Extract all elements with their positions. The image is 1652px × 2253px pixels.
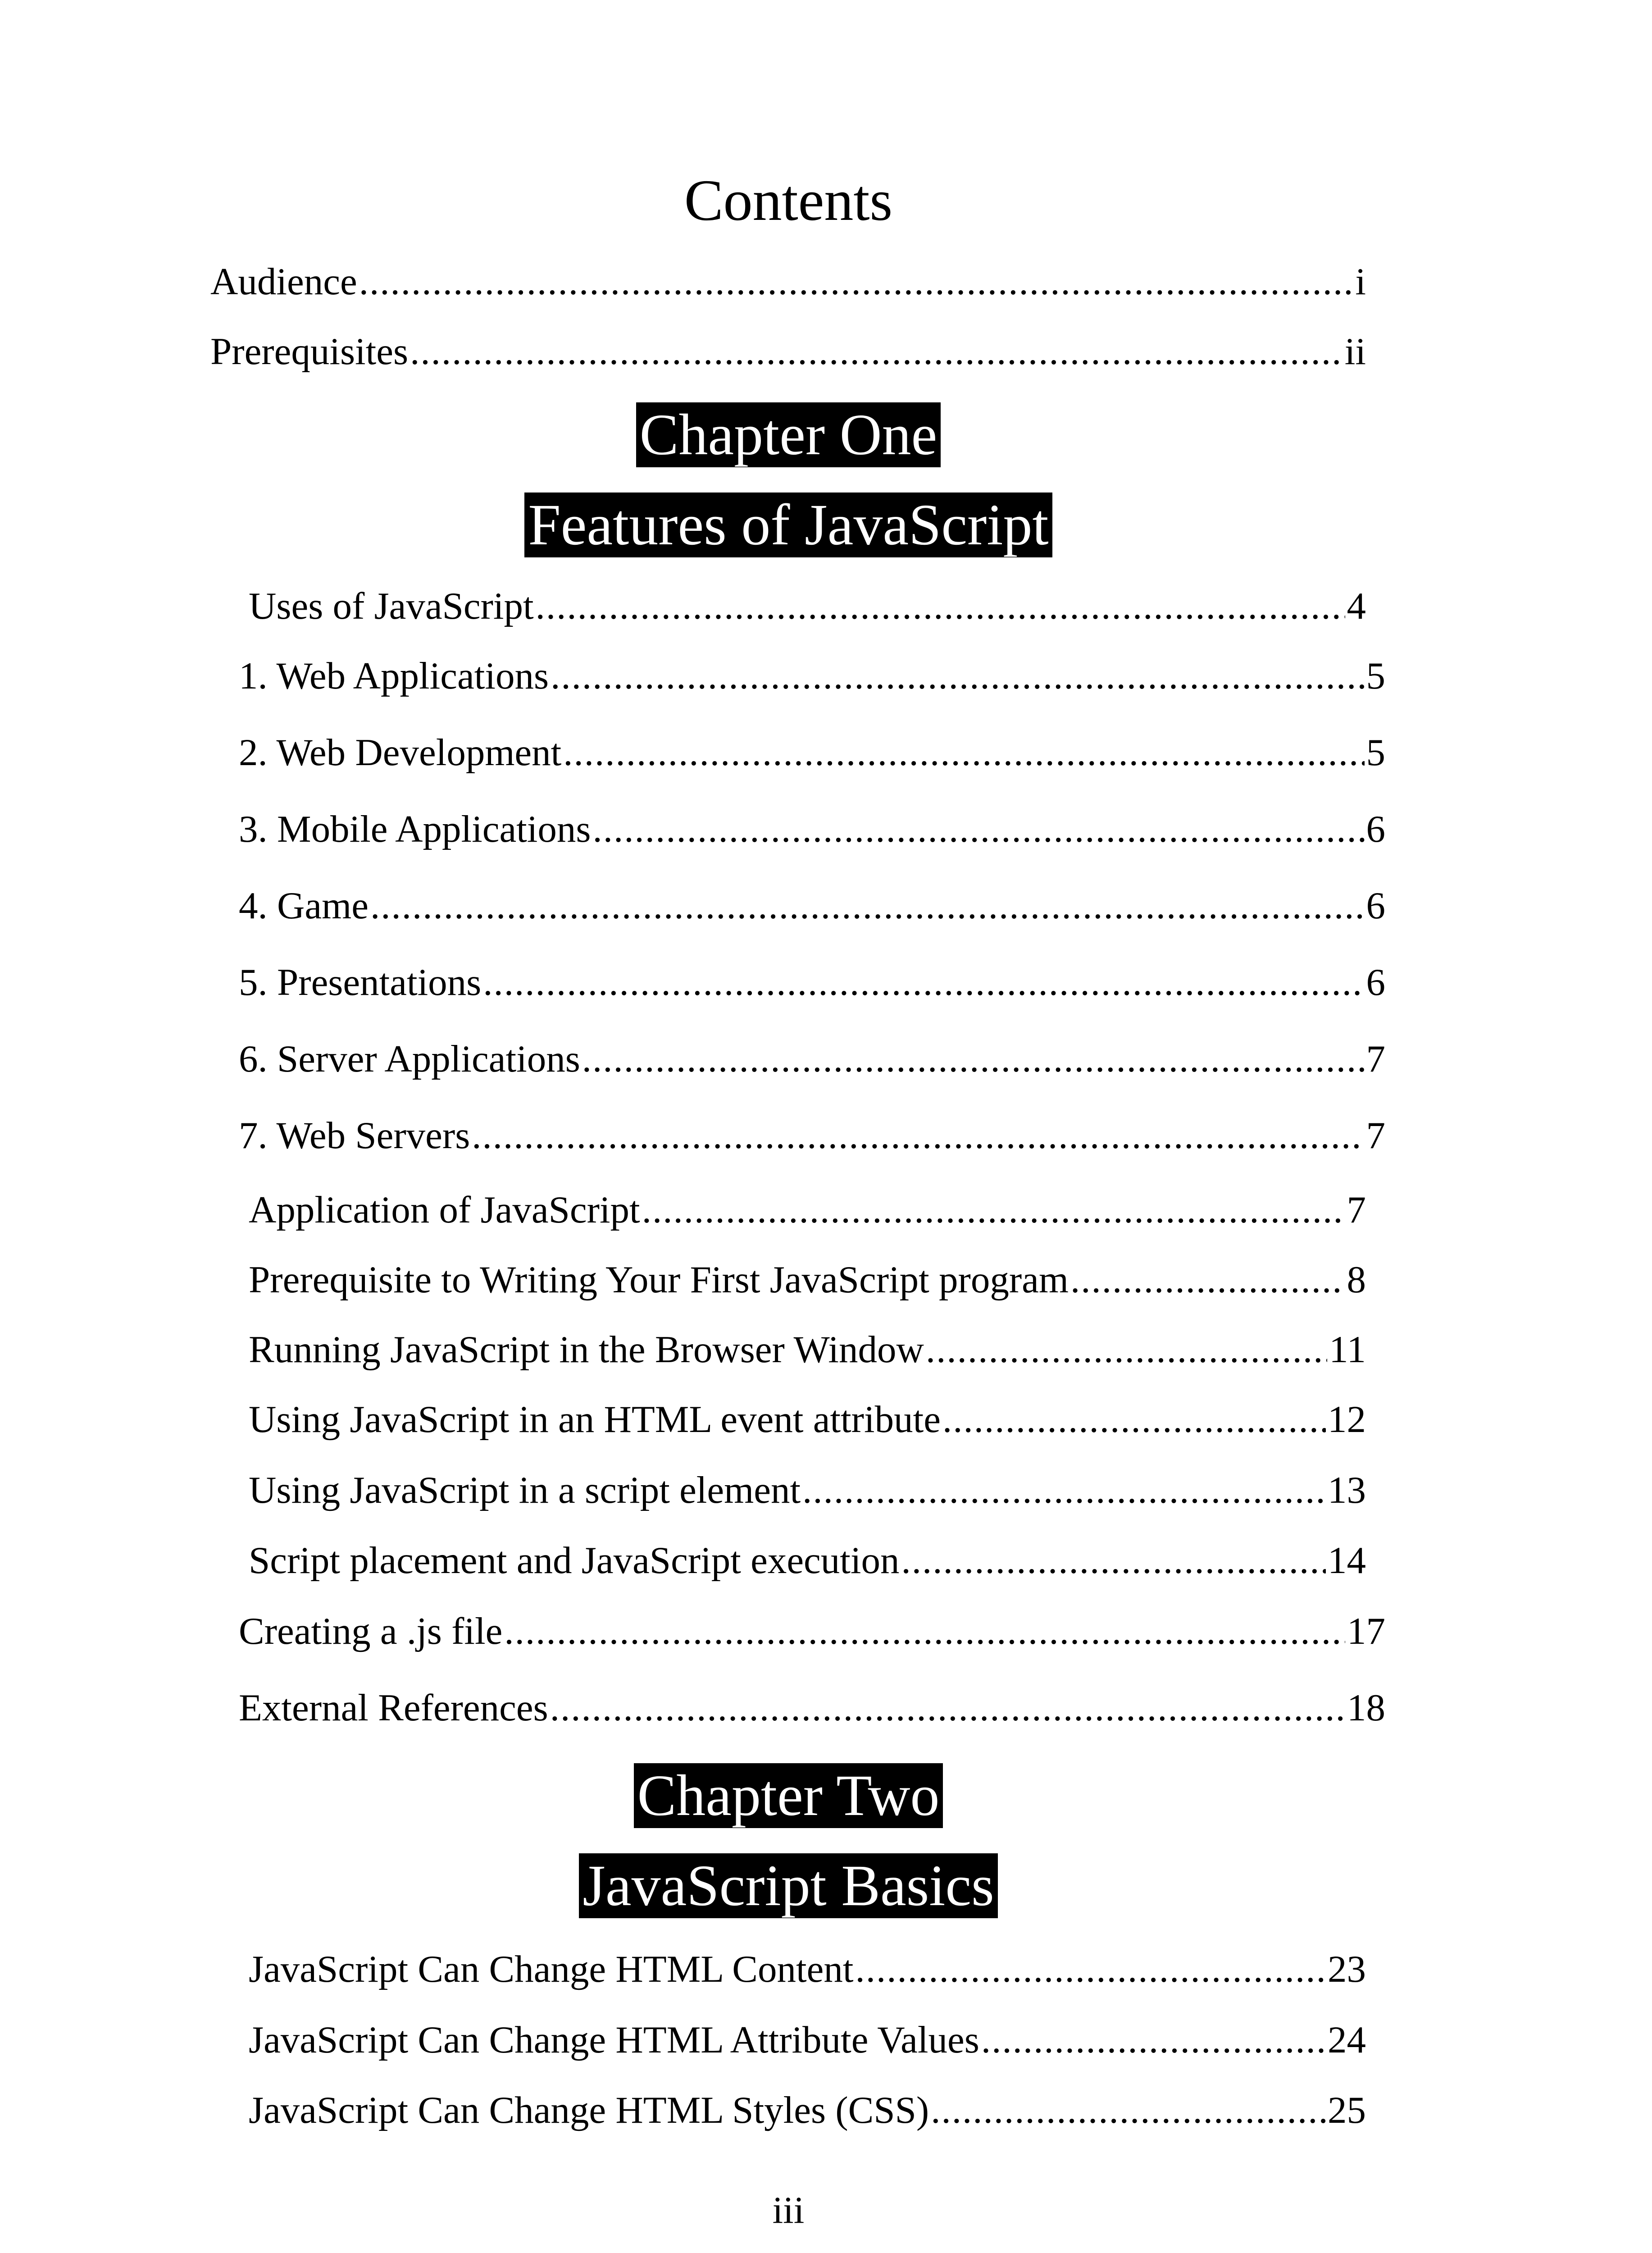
toc-entry-page: ii: [1344, 330, 1366, 373]
chapter-two-number: [0, 1760, 1577, 1832]
toc-entry[interactable]: [249, 2015, 1366, 2065]
toc-entry[interactable]: [249, 2085, 1366, 2135]
toc-entry-page: 7: [1366, 1038, 1385, 1080]
toc-entry[interactable]: [239, 728, 1385, 777]
chapter-two-number-text: Chapter Two: [634, 1763, 943, 1828]
dot-leader: [592, 804, 1364, 854]
toc-entry[interactable]: [239, 1683, 1385, 1733]
toc-entry[interactable]: [239, 881, 1385, 930]
toc-entry-page: 14: [1328, 1539, 1366, 1582]
toc-entry-page: 5: [1366, 655, 1385, 697]
dot-leader: [359, 257, 1354, 306]
toc-entry[interactable]: [239, 1606, 1385, 1656]
dot-leader: [483, 958, 1364, 1007]
toc-entry[interactable]: [239, 1034, 1385, 1084]
toc-entry-audience[interactable]: [210, 257, 1366, 306]
dot-leader: [802, 1465, 1326, 1515]
toc-entry-label: 3. Mobile Applications: [239, 808, 591, 850]
toc-entry-label: Audience: [210, 260, 357, 303]
toc-entry-label: JavaScript Can Change HTML Attribute Values: [249, 2019, 979, 2061]
dot-leader: [942, 1395, 1326, 1444]
toc-entry-label: Script placement and JavaScript execution: [249, 1539, 900, 1582]
toc-entry-page: 24: [1328, 2019, 1366, 2061]
contents-title: Contents: [684, 168, 893, 233]
toc-entry[interactable]: [249, 1536, 1366, 1585]
dot-leader: [370, 881, 1365, 930]
dot-leader: [504, 1606, 1345, 1656]
toc-entry-label: Creating a .js file: [239, 1610, 503, 1652]
toc-entry-page: 11: [1329, 1328, 1366, 1371]
chapter-two-title-text: JavaScript Basics: [579, 1853, 997, 1918]
toc-entry[interactable]: [249, 581, 1366, 631]
chapter-two-title: [0, 1850, 1577, 1922]
toc-entry-label: Prerequisite to Writing Your First JavaScript program: [249, 1259, 1069, 1301]
dot-leader: [551, 651, 1364, 701]
dot-leader: [642, 1185, 1345, 1235]
chapter-one-number-text: Chapter One: [636, 402, 941, 467]
toc-entry[interactable]: [239, 958, 1385, 1007]
dot-leader: [563, 728, 1364, 777]
toc-entry-label: JavaScript Can Change HTML Styles (CSS): [249, 2089, 929, 2131]
dot-leader: [1070, 1255, 1345, 1304]
chapter-one-title-text: Features of JavaScript: [524, 493, 1052, 557]
toc-entry[interactable]: [249, 1255, 1366, 1304]
toc-entry-page: 17: [1347, 1610, 1385, 1652]
dot-leader: [472, 1111, 1364, 1160]
toc-entry-label: 4. Game: [239, 885, 369, 927]
toc-entry-label: 6. Server Applications: [239, 1038, 580, 1080]
dot-leader: [931, 2085, 1326, 2135]
dot-leader: [926, 1325, 1327, 1374]
toc-entry[interactable]: [249, 1395, 1366, 1444]
toc-entry-page: 7: [1347, 1189, 1366, 1231]
toc-entry-label: Using JavaScript in a script element: [249, 1469, 801, 1511]
toc-entry-page: 6: [1366, 808, 1385, 850]
toc-entry-page: 6: [1366, 961, 1385, 1003]
toc-entry[interactable]: [239, 804, 1385, 854]
toc-entry-page: i: [1355, 260, 1366, 303]
toc-entry-prerequisites[interactable]: [210, 327, 1366, 376]
toc-entry-label: Running JavaScript in the Browser Window: [249, 1328, 924, 1371]
toc-entry-label: 7. Web Servers: [239, 1114, 470, 1157]
dot-leader: [550, 1683, 1345, 1733]
toc-entry-page: 5: [1366, 731, 1385, 774]
page-number: iii: [772, 2189, 805, 2231]
toc-entry-label: External References: [239, 1687, 548, 1729]
toc-entry[interactable]: [239, 1111, 1385, 1160]
toc-entry-label: 2. Web Development: [239, 731, 562, 774]
chapter-one-number: [0, 399, 1577, 471]
toc-entry-page: 25: [1328, 2089, 1366, 2131]
toc-entry-label: Uses of JavaScript: [249, 585, 534, 627]
dot-leader: [582, 1034, 1365, 1084]
toc-entry-page: 7: [1366, 1114, 1385, 1157]
toc-entry-label: Prerequisites: [210, 330, 409, 373]
dot-leader: [536, 581, 1345, 631]
toc-entry-label: 1. Web Applications: [239, 655, 549, 697]
dot-leader: [410, 327, 1343, 376]
toc-entry-page: 6: [1366, 885, 1385, 927]
dot-leader: [981, 2015, 1326, 2065]
toc-entry[interactable]: [239, 651, 1385, 701]
toc-entry-label: Application of JavaScript: [249, 1189, 640, 1231]
toc-entry-page: 8: [1347, 1259, 1366, 1301]
toc-entry-label: 5. Presentations: [239, 961, 482, 1003]
toc-entry-page: 12: [1328, 1398, 1366, 1441]
toc-entry[interactable]: [249, 1465, 1366, 1515]
dot-leader: [855, 1944, 1326, 1994]
toc-entry[interactable]: [249, 1185, 1366, 1235]
toc-entry-label: JavaScript Can Change HTML Content: [249, 1948, 854, 1990]
toc-entry-page: 18: [1347, 1687, 1385, 1729]
toc-entry[interactable]: [249, 1944, 1366, 1994]
toc-entry[interactable]: [249, 1325, 1366, 1374]
toc-entry-page: 13: [1328, 1469, 1366, 1511]
toc-entry-page: 23: [1328, 1948, 1366, 1990]
toc-entry-label: Using JavaScript in an HTML event attribute: [249, 1398, 941, 1441]
chapter-one-title: [0, 489, 1577, 561]
toc-entry-page: 4: [1347, 585, 1366, 627]
dot-leader: [901, 1536, 1326, 1585]
